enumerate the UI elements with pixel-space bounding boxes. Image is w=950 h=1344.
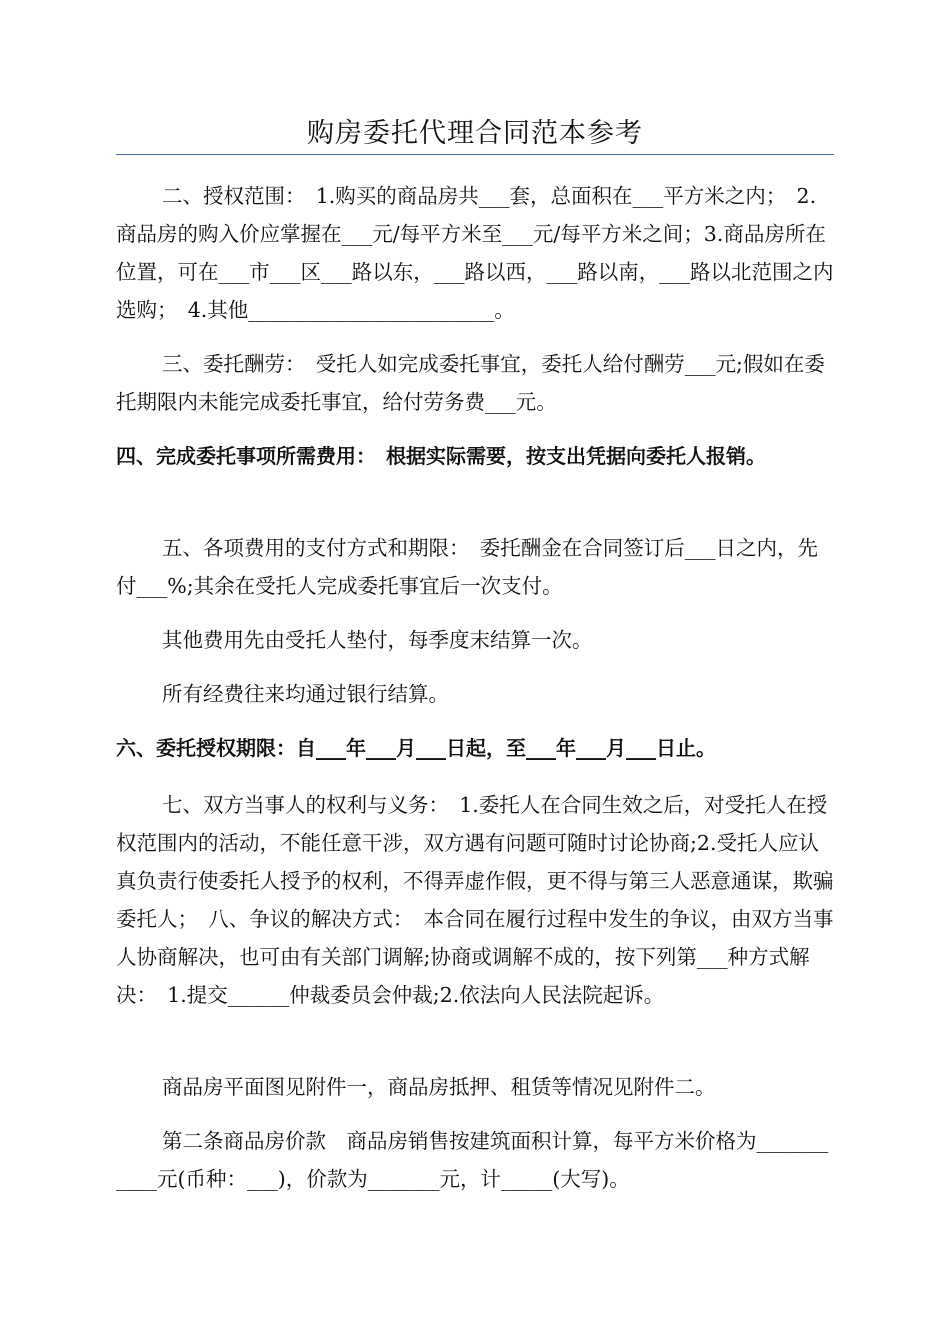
paragraph-rights-obligations: 七、双方当事人的权利与义务： 1.委托人在合同生效之后，对受托人在授权范围内的活动，不能任意干涉，双方遇有问题可随时讨论协商;2.受托人应认真负责行使委托人授予的权利，不得弄虚作假，更不得与第三人恶意通谋，欺骗委托人； 八、争议的解决方式： 本合同在履行过程中发生的争议，由双方当事人协商解决，也可由有关部门调解;协商或调解不成的，按下列第___种方式解决： 1.提交______仲裁委员会仲裁;2.依法向人民法院起诉。 — [116, 793, 834, 1007]
paragraph-price: 第二条商品房价款 商品房销售按建筑面积计算，每平方米价格为___________元(币种：___)，价款为_______元，计_____(大写)。 — [116, 1129, 829, 1191]
paragraph-other-expenses: 其他费用先由受托人垫付，每季度末结算一次。 — [162, 628, 593, 652]
paragraph-authorization-scope: 二、授权范围： 1.购买的商品房共___套，总面积在___平方米之内； 2.商品房的购入价应掌握在___元/每平方米至___元/每平方米之间；3.商品房所在位置，可在___市___区___路以东，___路以西，___路以南，___路以北范围之内选购； 4.其他________________________。 — [116, 184, 834, 322]
paragraph-required-expenses: 四、完成委托事项所需费用： 根据实际需要，按支出凭据向委托人报销。 — [116, 444, 766, 468]
paragraph-bank-settlement: 所有经费往来均通过银行结算。 — [162, 682, 449, 706]
paragraph-authorization-period: 六、委托授权期限：自___年___月___日起，至___年___月___日止。 — [116, 736, 716, 760]
paragraph-attachments: 商品房平面图见附件一，商品房抵押、租赁等情况见附件二。 — [162, 1075, 716, 1099]
title-underline — [116, 154, 834, 155]
page-title: 购房委托代理合同范本参考 — [307, 118, 643, 149]
paragraph-payment-terms: 五、各项费用的支付方式和期限： 委托酬金在合同签订后___日之内，先付___%;其余在受托人完成委托事宜后一次支付。 — [116, 536, 818, 598]
paragraph-commission-fee: 三、委托酬劳： 受托人如完成委托事宜，委托人给付酬劳___元;假如在委托期限内未能完成委托事宜，给付劳务费___元。 — [116, 352, 825, 414]
